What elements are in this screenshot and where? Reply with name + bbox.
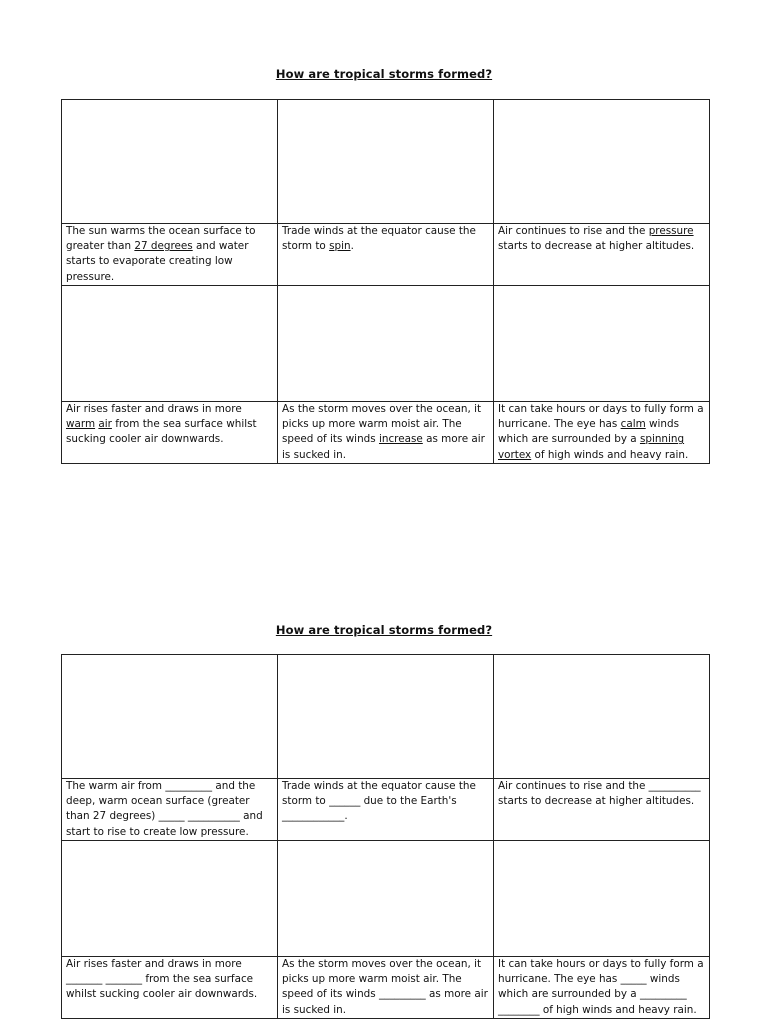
keyword: pressure bbox=[648, 225, 694, 237]
image-box bbox=[278, 100, 494, 224]
caption-text: It can take hours or days to fully form a hurricane. The eye has bbox=[498, 403, 704, 431]
caption-text: . bbox=[350, 240, 354, 253]
caption-cell bbox=[278, 779, 494, 841]
caption-text: It can take hours or days to fully form a hurricane. The eye has _____ winds which are surrounded by a _________ ________ of high winds and heavy rain. bbox=[498, 958, 704, 1016]
caption-cell bbox=[494, 779, 710, 841]
caption-text: Air rises faster and draws in more bbox=[66, 403, 242, 415]
image-box bbox=[494, 286, 710, 402]
caption-row bbox=[62, 779, 710, 841]
caption-text: As the storm moves over the ocean, it picks up more warm moist air. The speed of its winds _________ as more air is sucked in. bbox=[282, 958, 488, 1016]
caption-text: As the storm moves over the ocean, it picks up more warm moist air. The speed of its winds bbox=[282, 403, 482, 446]
caption-text: The sun warms the ocean surface to greater than bbox=[66, 225, 256, 253]
caption-text: of high winds and heavy rain. bbox=[531, 448, 689, 461]
image-row bbox=[62, 655, 710, 779]
image-row bbox=[62, 841, 710, 957]
image-box bbox=[494, 841, 710, 957]
caption-text: starts to decrease at higher altitudes. bbox=[498, 240, 695, 253]
caption-cell bbox=[62, 779, 278, 841]
caption-cell bbox=[278, 957, 494, 1019]
keyword: spin bbox=[329, 240, 351, 253]
image-box bbox=[494, 655, 710, 779]
caption-row bbox=[62, 224, 710, 286]
caption-text: Trade winds at the equator cause the storm to ______ due to the Earth's ____________. bbox=[282, 780, 476, 823]
image-box bbox=[62, 841, 278, 957]
caption-cell bbox=[62, 402, 278, 464]
image-row bbox=[62, 286, 710, 402]
image-box bbox=[278, 286, 494, 402]
caption-text: as more air is sucked in. bbox=[282, 433, 485, 461]
caption-text: The warm air from _________ and the deep, warm ocean surface (greater than 27 degrees) _____ __________ and start to rise to create low pressure. bbox=[66, 780, 263, 838]
keyword: warm bbox=[66, 418, 96, 431]
image-box bbox=[62, 655, 278, 779]
image-box bbox=[278, 655, 494, 779]
caption-text: Trade winds at the equator cause the storm to bbox=[282, 225, 476, 253]
caption-text: from the sea surface whilst sucking cooler air downwards. bbox=[66, 418, 257, 446]
image-box bbox=[62, 286, 278, 402]
page-title: How are tropical storms formed? bbox=[275, 67, 493, 81]
image-box bbox=[278, 841, 494, 957]
caption-row bbox=[62, 957, 710, 1019]
image-box bbox=[62, 100, 278, 224]
page-title: How are tropical storms formed? bbox=[275, 623, 493, 637]
caption-row bbox=[62, 402, 710, 464]
keyword: spinning vortex bbox=[498, 433, 685, 461]
keyword: calm bbox=[620, 418, 646, 431]
caption-text: Air continues to rise and the bbox=[498, 225, 649, 237]
caption-cell bbox=[278, 402, 494, 464]
caption-cell bbox=[62, 957, 278, 1019]
caption-cell bbox=[494, 402, 710, 464]
caption-text: Air continues to rise and the __________ starts to decrease at higher altitudes. bbox=[498, 780, 701, 808]
caption-cell bbox=[62, 224, 278, 286]
keyword: 27 degrees bbox=[134, 240, 193, 253]
caption-cell bbox=[494, 957, 710, 1019]
image-box bbox=[494, 100, 710, 224]
storm-stages-table-blanks bbox=[61, 654, 710, 1019]
caption-cell bbox=[278, 224, 494, 286]
caption-cell bbox=[494, 224, 710, 286]
image-row bbox=[62, 100, 710, 224]
caption-text: winds which are surrounded by a bbox=[498, 418, 680, 446]
storm-stages-table-completed bbox=[61, 99, 710, 464]
keyword: air bbox=[98, 418, 112, 431]
caption-text: Air rises faster and draws in more _______ _______ from the sea surface whilst sucking cooler air downwards. bbox=[66, 958, 258, 1001]
caption-text: and water starts to evaporate creating low pressure. bbox=[66, 240, 249, 283]
keyword: increase bbox=[378, 433, 423, 446]
